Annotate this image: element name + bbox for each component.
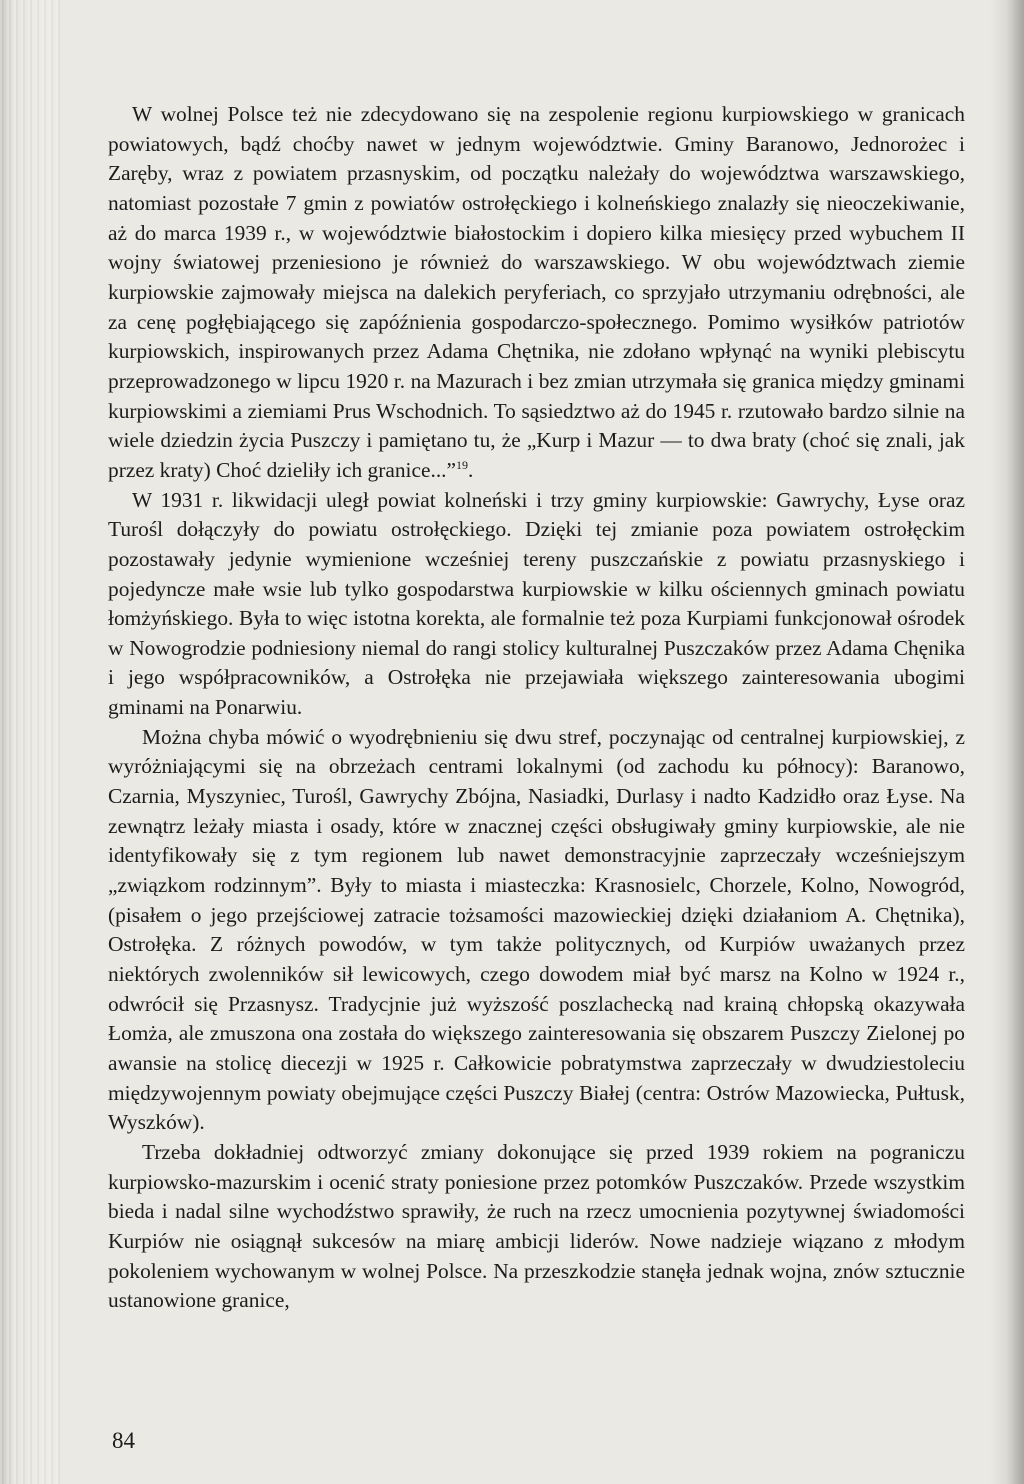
page-shadow-edge <box>1006 0 1024 1484</box>
page-binding-edge <box>0 0 60 1484</box>
paragraph-1-text: W wolnej Polsce też nie zdecydowano się na zespolenie regionu kurpiowskiego w granicach powiatowych, bądź choćby nawet w jednym województwie. Gminy Baranowo, Jednorożec i Zaręby, wraz z powiatem przasnyskim, od początku należały do województwa warszawskiego, natomiast pozostałe 7 gmin z powiatów ostrołęckiego i kolneńskiego znalazły się nieoczekiwanie, aż do marca 1939 r., w województwie białostockim i dopiero kilka miesięcy przed wybuchem II wojny światowej przeniesiono je również do warszawskiego. W obu województwach ziemie kurpiowskie zajmowały miejsca na dalekich peryferiach, co sprzyjało utrzymaniu odrębności, ale za cenę pogłębiającego się zapóźnienia gospodarczo-społecznego. Pomimo wysiłków patriotów kurpiowskich, inspirowanych przez Adama Chętnika, nie zdołano wpłynąć na wyniki plebiscytu przeprowadzonego w lipcu 1920 r. na Mazurach i bez zmian utrzymała się granica między gminami kurpiowskimi a ziemiami Prus Wschodnich. To sąsiedztwo aż do 1945 r. rzutowało bardzo silnie na wiele dziedzin życia Puszczy i pamiętano tu, że „Kurp i Mazur — to dwa braty (choć się znali, jak przez kraty) Choć dzieliły ich granice...” <box>108 102 965 482</box>
paragraph-1-end: . <box>468 457 474 482</box>
paragraph-1 <box>108 100 965 486</box>
body-text <box>108 100 965 1316</box>
paragraph-4: Trzeba dokładniej odtworzyć zmiany dokonujące się przed 1939 rokiem na pograniczu kurpiowsko-mazurskim i ocenić straty poniesione przez potomków Puszczaków. Przede wszystkim bieda i nadal silne wychodźstwo sprawiły, że ruch na rzecz umocnienia pozytywnej świadomości Kurpiów nie osiągnął sukcesów na miarę ambicji liderów. Nowe nadzieje wiązano z młodym pokoleniem wychowanym w wolnej Polsce. Na przeszkodzie stanęła jednak wojna, znów sztucznie ustanowione granice, <box>108 1139 965 1313</box>
page-number: 84 <box>112 1428 135 1453</box>
paragraph-2: W 1931 r. likwidacji uległ powiat kolneński i trzy gminy kurpiowskie: Gawrychy, Łyse oraz Turośl dołączyły do powiatu ostrołęckiego. Dzięki tej zmianie poza powiatem ostrołęckim pozostawały jedynie wymienione wcześniej tereny puszczańskie z powiatu przasnyskiego i pojedyncze małe wsie lub tylko gospodarstwa kurpiowskie w kilku ościennych gminach powiatu łomżyńskiego. Była to więc istotna korekta, ale formalnie też poza Kurpiami funkcjonował ośrodek w Nowogrodzie podniesiony niemal do rangi stolicy kulturalnej Puszczaków przez Adama Chęnika i jego współpracowników, a Ostrołęka nie przejawiała większego zainteresowania ubogimi gminami na Ponarwiu. <box>108 487 965 720</box>
paragraph-3: Można chyba mówić o wyodrębnieniu się dwu stref, poczynając od centralnej kurpiowskiej, z wyróżniającymi się na obrzeżach centrami lokalnymi (od zachodu ku północy): Baranowo, Czarnia, Myszyniec, Turośl, Gawrychy Zbójna, Nasiadki, Durlasy i nadto Kadzidło oraz Łyse. Na zewnątrz leżały miasta i osady, które w znacznej części obsługiwały gminy kurpiowskie, ale nie identyfikowały się z tym regionem lub nawet demonstracyjnie zaprzeczały wcześniejszym „związkom rodzinnym”. Były to miasta i miasteczka: Krasnosielc, Chorzele, Kolno, Nowogród, (pisałem o jego przejściowej zatracie tożsamości mazowieckiej dzięki działaniom A. Chętnika), Ostrołęka. Z różnych powodów, w tym także politycznych, od Kurpiów uważanych przez niektórych zwolenników sił lewicowych, czego dowodem miał być marsz na Kolno w 1924 r., odwrócił się Przasnysz. Tradycjnie już wyższość poszlachecką nad krainą chłopską okazywała Łomża, ale zmuszona ona została do większego zainteresowania się obszarem Puszczy Zielonej po awansie na stolicę diecezji w 1925 r. Całkowicie pobratymstwa zaprzeczały w dwudziestoleciu międzywojennym powiaty obejmujące części Puszczy Białej (centra: Ostrów Mazowiecka, Pułtusk, Wyszków). <box>108 724 965 1135</box>
footnote-ref-19: 19 <box>456 457 469 472</box>
